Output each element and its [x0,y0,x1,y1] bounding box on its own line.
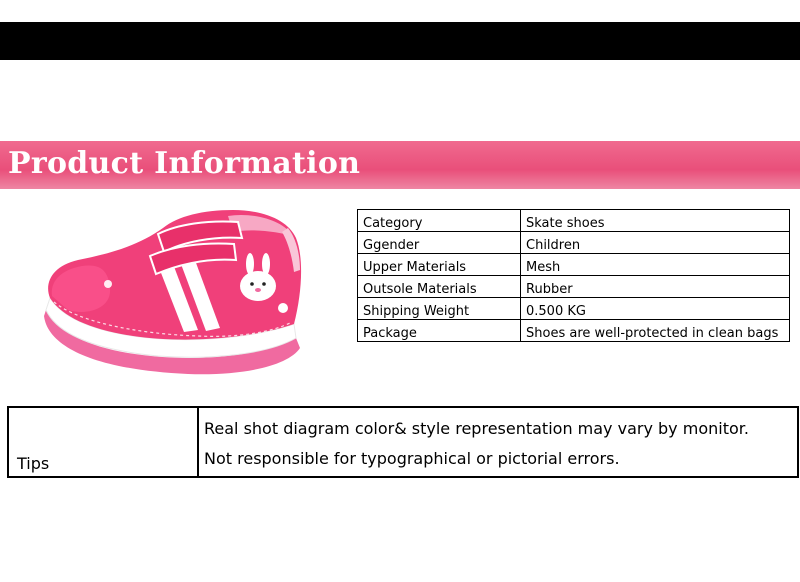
spec-row [358,276,790,298]
tips-table [7,406,799,478]
spec-label: Shipping Weight [358,298,521,320]
spec-row [358,298,790,320]
spec-row [358,254,790,276]
tips-text [198,407,798,477]
tips-line: Not responsible for typographical or pictorial errors. [204,449,620,468]
spec-label: Ggender [358,232,521,254]
product-image [38,198,306,378]
spec-value: Shoes are well-protected in clean bags [521,320,790,342]
page-title: Product Information [8,146,361,181]
spec-value: Children [521,232,790,254]
tips-label: Tips [8,407,198,477]
spec-value: Mesh [521,254,790,276]
top-black-bar [0,22,800,60]
spec-label: Outsole Materials [358,276,521,298]
spec-row [358,320,790,342]
spec-value: Rubber [521,276,790,298]
spec-label: Upper Materials [358,254,521,276]
spec-label: Package [358,320,521,342]
spec-label: Category [358,210,521,232]
spec-table [357,209,790,342]
spec-row [358,210,790,232]
spec-value: Skate shoes [521,210,790,232]
spec-row [358,232,790,254]
spec-value: 0.500 KG [521,298,790,320]
tips-line: Real shot diagram color& style representation may vary by monitor. [204,419,749,438]
